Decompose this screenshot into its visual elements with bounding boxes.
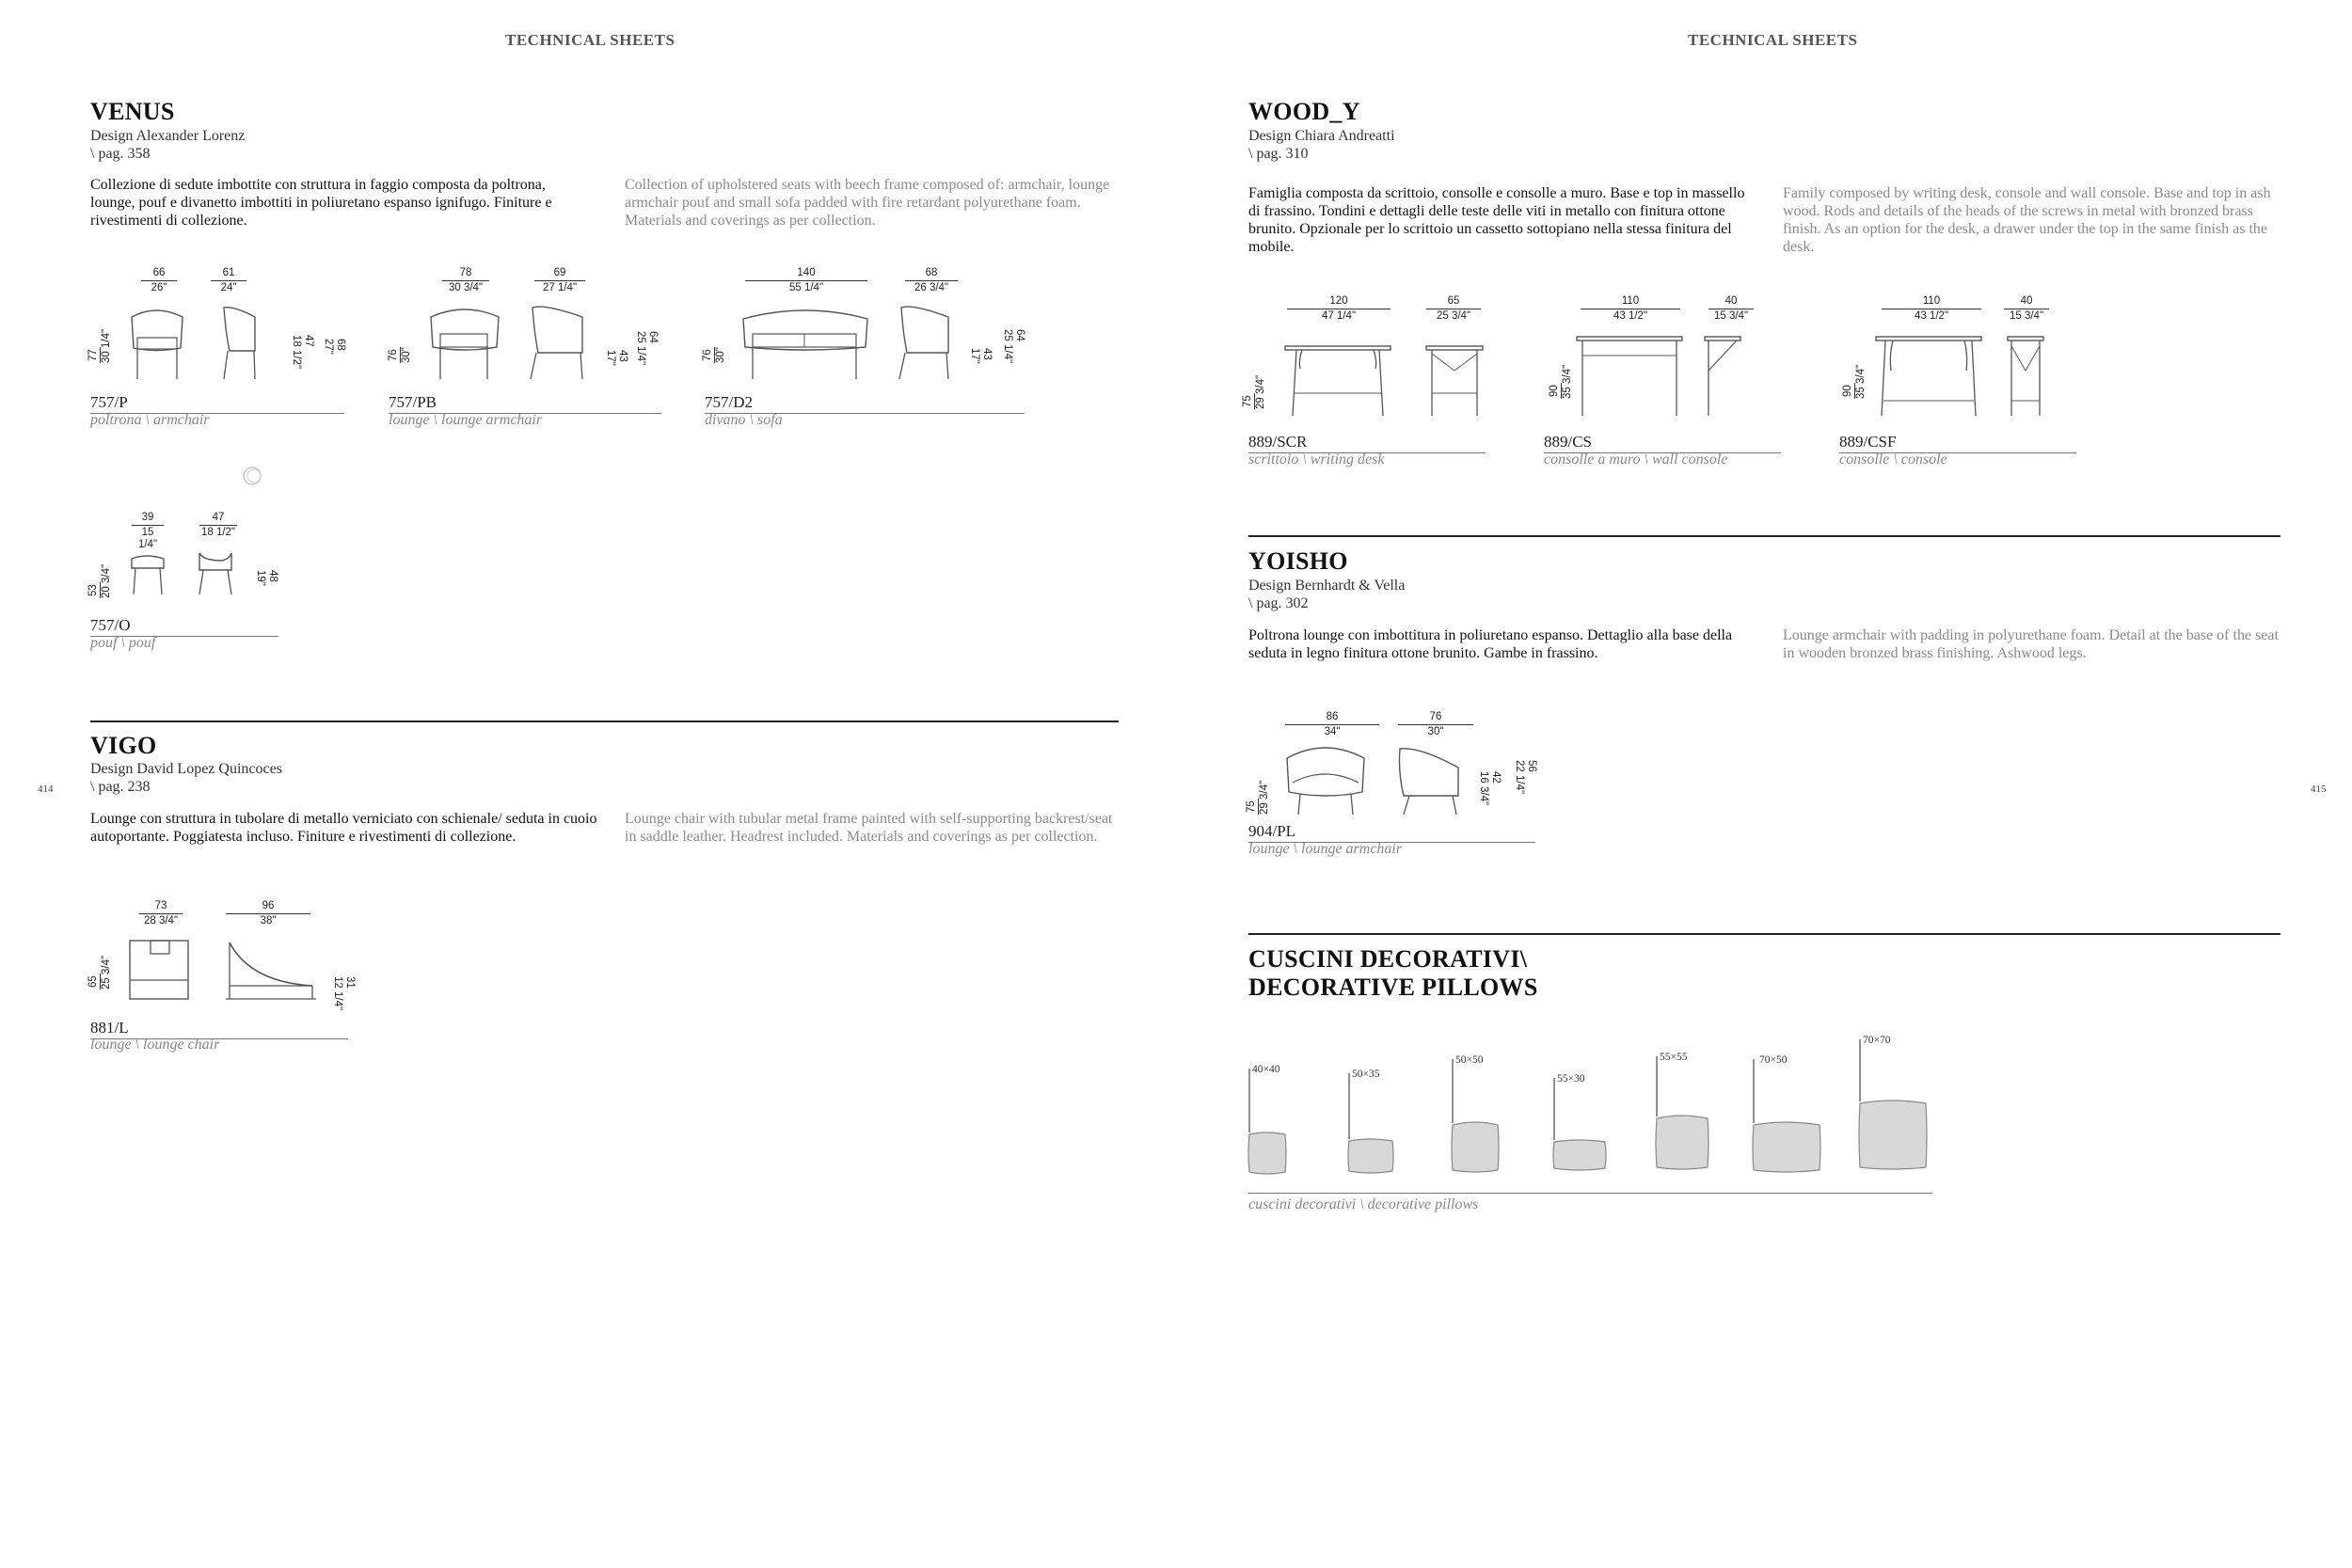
pillows-underline <box>1248 1193 1932 1194</box>
dim-arm-757d2: 64 25 1/4" <box>1002 329 1025 364</box>
product-code-757p: 757/P <box>90 393 344 414</box>
caption-757o: pouf \ pouf <box>90 635 156 651</box>
description-it-vigo: Lounge con struttura in tubolare di metallo verniciato con schienale/ seduta in cuoio autoportante. Poggiatesta incluso. Finiture e rivestimenti di collezione. <box>90 811 597 845</box>
pillow-70x50-drawing <box>1752 1057 1827 1180</box>
dim-depth-881l: 96 38" <box>226 900 310 927</box>
description-en-wood-y: Family composed by writing desk, console and wall console. Base and top in ash wood. Rods and details of the heads of the screws in metal with bronzed brass finish. As an option for the desk, a drawer under the top in the same finish as the desk. <box>1783 185 2271 255</box>
caption-904pl: lounge \ lounge armchair <box>1248 841 1403 857</box>
section-title-vigo: VIGO <box>90 732 157 759</box>
dim-seat-757o: 48 19" <box>255 570 278 586</box>
dim-depth-904pl: 76 30" <box>1398 711 1473 738</box>
dim-seat-757pb: 43 17" <box>605 350 628 366</box>
pillow-size-label: 55×30 <box>1557 1073 1585 1085</box>
divider-wood-yoisho <box>1248 535 2280 537</box>
dim-height-904pl: 75 29 3/4" <box>1246 780 1270 815</box>
product-code-889cs: 889/CS <box>1544 433 1781 453</box>
dim-height-757p: 77 30 1/4" <box>87 328 112 363</box>
dim-width-757d2: 140 55 1/4" <box>745 267 867 294</box>
pillow-55x30-drawing <box>1552 1076 1613 1180</box>
dim-depth-757o: 47 18 1/2" <box>200 512 236 538</box>
caption-881l: lounge \ lounge chair <box>90 1037 220 1053</box>
designer-wood-y: Design Chiara Andreatti <box>1248 128 1395 144</box>
designer-venus: Design Alexander Lorenz <box>90 128 246 144</box>
lounge-armchair-757pb-drawing <box>427 306 644 381</box>
pillow-size-label: 55×55 <box>1660 1052 1688 1063</box>
dim-height-889csf: 90 35 3/4" <box>1842 364 1867 399</box>
header-right: TECHNICAL SHEETS <box>1688 31 1858 49</box>
dim-height-757pb: 76 30" <box>388 347 412 363</box>
dim-arm-757pb: 64 25 1/4" <box>635 331 659 366</box>
section-title-yoisho: YOISHO <box>1248 547 1348 575</box>
dim-width-757p: 66 26" <box>141 267 177 294</box>
description-en-venus: Collection of upholstered seats with beech frame composed of: armchair, lounge armchair pouf and small sofa padded with fire retardant polyurethane foam. Materials and coverings as per collection. <box>625 177 1110 229</box>
dim-depth-757pb: 69 27 1/4" <box>534 267 585 294</box>
dim-depth-889csf: 40 15 3/4" <box>2004 295 2049 323</box>
description-en-yoisho: Lounge armchair with padding in polyurethane foam. Detail at the base of the seat in wooden bronzed brass finishing. Ashwood legs. <box>1783 627 2279 661</box>
page-number-left: 414 <box>38 784 54 795</box>
pillow-size-label: 50×50 <box>1455 1054 1484 1066</box>
pillow-55x55-drawing <box>1655 1054 1715 1177</box>
pillow-size-label: 40×40 <box>1252 1064 1280 1075</box>
circle-mark-icon <box>243 467 265 489</box>
dim-depth-757d2: 68 26 3/4" <box>905 267 958 294</box>
dim-seat-757p: 47 18 1/2" <box>291 335 314 370</box>
description-en-vigo: Lounge chair with tubular metal frame painted with self-supporting backrest/seat in saddle leather. Headrest included. Materials and coverings as per collection. <box>625 811 1113 845</box>
description-it-wood-y: Famiglia composta da scrittoio, consolle e consolle a muro. Base e top in massello di frassino. Tondini e dettagli delle teste delle viti in metallo con finitura ottone brunito. Opzionale per lo scrittoio un cassetto sottopiano nella stessa finitura del mobile. <box>1248 185 1745 255</box>
pouf-757o-drawing <box>128 553 269 600</box>
dim-height-757d2: 76 30" <box>702 347 726 363</box>
dim-seat-904pl: 42 16 3/4" <box>1478 771 1502 806</box>
dim-width-757pb: 78 30 3/4" <box>442 267 489 294</box>
divider-venus-vigo <box>90 721 1119 722</box>
dim-height-889scr: 75 29 3/4" <box>1242 374 1266 409</box>
pillow-size-label: 70×70 <box>1863 1035 1891 1046</box>
dim-height-757o: 53 20 3/4" <box>87 563 112 598</box>
dim-seat-881l: 31 12 1/4" <box>332 976 356 1011</box>
product-code-904pl: 904/PL <box>1248 822 1535 843</box>
pillow-40x40-drawing <box>1248 1067 1295 1180</box>
dim-arm-757p: 68 27" <box>323 339 346 355</box>
description-it-yoisho: Poltrona lounge con imbottitura in poliuretano espanso. Dettaglio alla base della seduta in legno finitura ottone brunito. Gambe in frassino. <box>1248 627 1733 661</box>
dim-depth-889cs: 40 15 3/4" <box>1708 295 1754 323</box>
dim-depth-757p: 61 24" <box>211 267 246 294</box>
caption-889cs: consolle a muro \ wall console <box>1544 451 1728 467</box>
designer-vigo: Design David Lopez Quincoces <box>90 761 282 777</box>
lounge-chair-881l-drawing <box>128 937 354 1003</box>
section-title-venus: VENUS <box>90 98 175 125</box>
dim-seat-757d2: 43 17" <box>969 348 993 364</box>
divider-yoisho-pillows <box>1248 933 2280 935</box>
pillow-50x50-drawing <box>1451 1057 1507 1180</box>
armchair-757p-drawing <box>128 306 316 381</box>
wall-console-889cs-drawing <box>1577 333 1765 421</box>
dim-width-889scr: 120 47 1/4" <box>1287 295 1391 323</box>
dim-width-889csf: 110 43 1/2" <box>1882 295 1981 323</box>
pillow-70x70-drawing <box>1858 1037 1933 1179</box>
section-title-pillows: CUSCINI DECORATIVI\ DECORATIVE PILLOWS <box>1248 945 1538 1001</box>
page-ref-venus: \ pag. 358 <box>90 146 151 162</box>
caption-757p: poltrona \ armchair <box>90 412 210 428</box>
page-ref-yoisho: \ pag. 302 <box>1248 595 1309 611</box>
page-number-right: 415 <box>2311 784 2327 795</box>
product-code-757pb: 757/PB <box>389 393 661 414</box>
product-code-881l: 881/L <box>90 1019 348 1039</box>
product-code-889scr: 889/SCR <box>1248 433 1486 453</box>
writing-desk-889scr-drawing <box>1285 342 1492 421</box>
caption-757pb: lounge \ lounge armchair <box>389 412 543 428</box>
caption-889scr: scrittoio \ writing desk <box>1248 451 1385 467</box>
dim-height-889cs: 90 35 3/4" <box>1549 364 1573 399</box>
dim-width-757o: 39 15 1/4" <box>132 512 164 551</box>
dim-width-889cs: 110 43 1/2" <box>1581 295 1680 323</box>
pillow-50x35-drawing <box>1347 1071 1404 1184</box>
dim-width-881l: 73 28 3/4" <box>139 900 183 927</box>
dim-height-881l: 65 25 3/4" <box>87 955 112 990</box>
product-code-757d2: 757/D2 <box>705 393 1025 414</box>
header-left: TECHNICAL SHEETS <box>505 31 675 49</box>
pillow-size-label: 70×50 <box>1759 1054 1788 1066</box>
caption-889csf: consolle \ console <box>1839 451 1947 467</box>
dim-depth-889scr: 65 25 3/4" <box>1426 295 1481 323</box>
page-ref-wood-y: \ pag. 310 <box>1248 146 1309 162</box>
product-code-757o: 757/O <box>90 616 278 637</box>
dim-arm-904pl: 56 22 1/4" <box>1514 760 1537 795</box>
caption-757d2: divano \ sofa <box>705 412 783 428</box>
section-title-wood-y: WOOD_Y <box>1248 98 1360 125</box>
console-889csf-drawing <box>1876 333 2064 421</box>
caption-pillows: cuscini decorativi \ decorative pillows <box>1248 1196 1479 1212</box>
sofa-757d2-drawing <box>739 306 1022 381</box>
product-code-889csf: 889/CSF <box>1839 433 2076 453</box>
dim-width-904pl: 86 34" <box>1285 711 1379 738</box>
designer-yoisho: Design Bernhardt & Vella <box>1248 578 1406 594</box>
pillow-size-label: 50×35 <box>1352 1069 1380 1080</box>
description-it-venus: Collezione di sedute imbottite con struttura in faggio composta da poltrona, lounge, pouf e divanetto imbottiti in poliuretano espanso ignifugo. Finiture e rivestimenti di collezione. <box>90 177 552 229</box>
page-ref-vigo: \ pag. 238 <box>90 779 151 795</box>
lounge-armchair-904pl-drawing <box>1279 745 1505 820</box>
